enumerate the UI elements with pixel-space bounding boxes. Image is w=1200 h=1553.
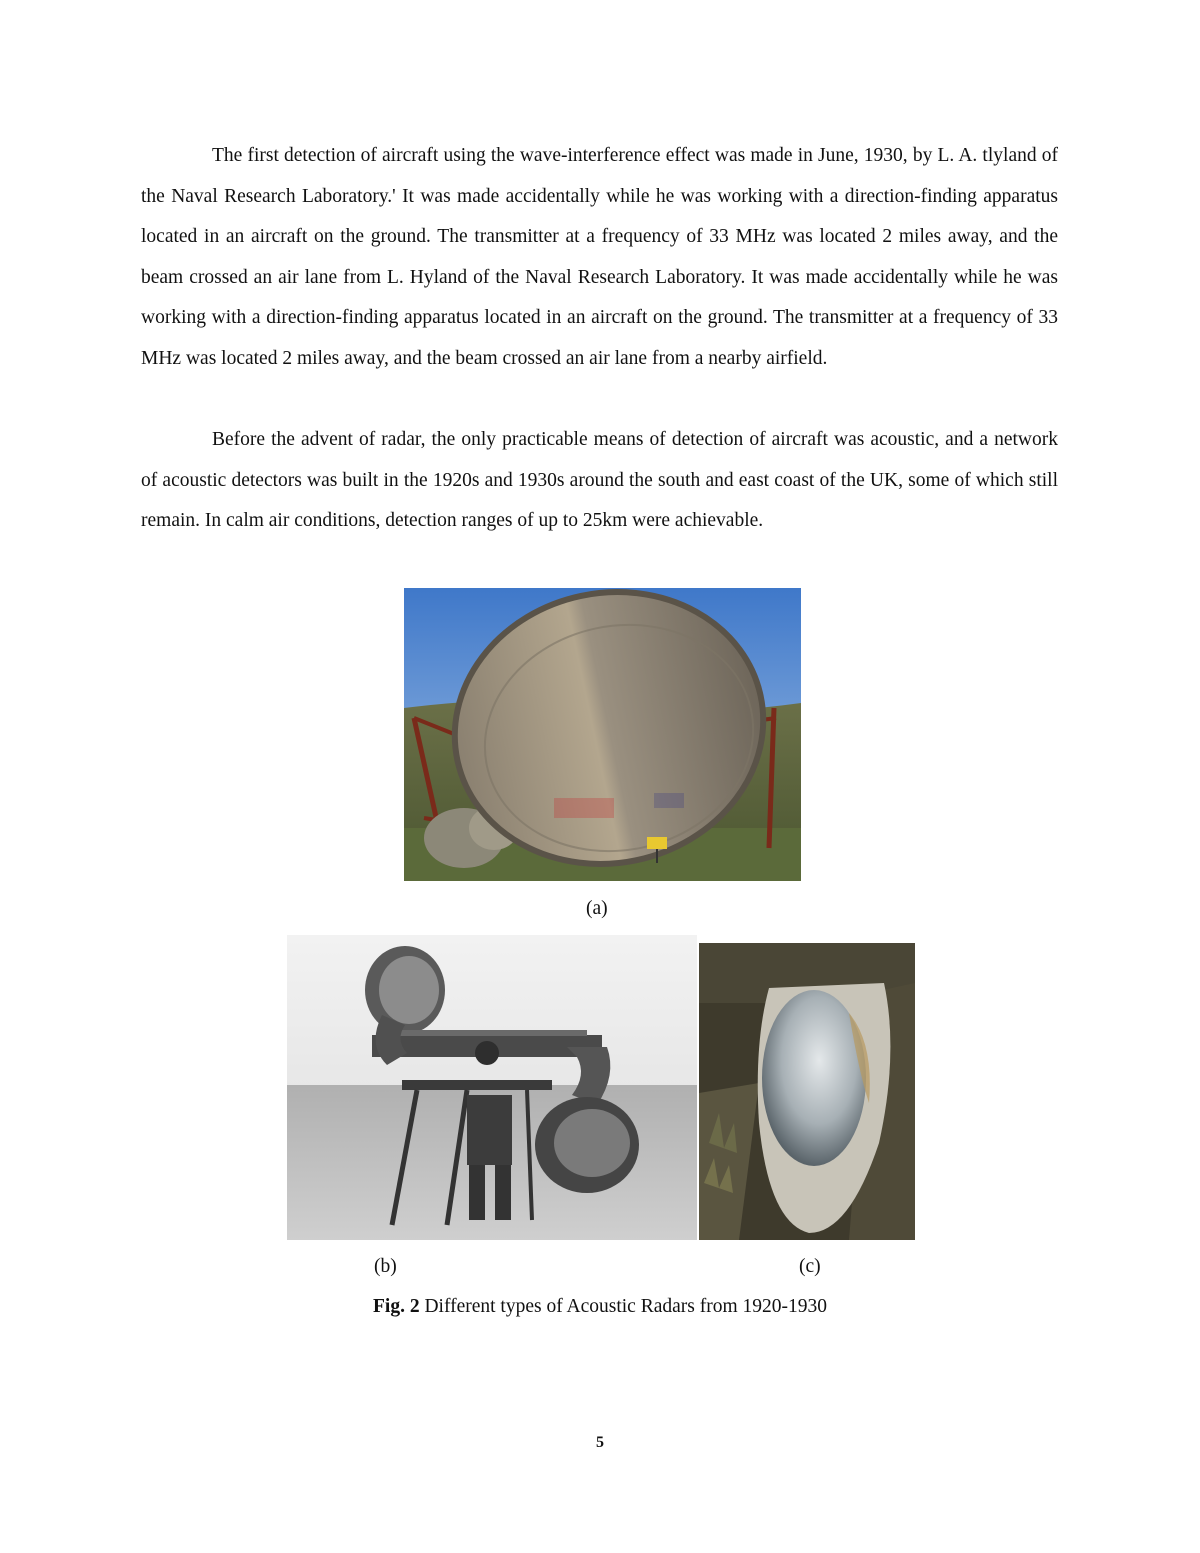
page-number: 5 xyxy=(596,1434,604,1451)
figure-caption-text: Different types of Acoustic Radars from 1920-1930 xyxy=(419,1296,828,1317)
body-paragraph: The first detection of aircraft using the wave-interference effect was made in June, 1930, by L. A. tlyland of the Naval Research Laboratory.' It was made accidentally while he was working with a direction-finding apparatus located in an aircraft on the ground. The transmitter at a frequency of 33 MHz was located 2 miles away, and the beam crossed an air lane from L. Hyland of the Naval Research Laboratory. It was made accidentally while he was working with a direction-finding apparatus located in an aircraft on the ground. The transmitter at a frequency of 33 MHz was located 2 miles away, and the beam crossed an air lane from a nearby airfield. xyxy=(141,145,1058,369)
acoustic-listening-device-photo xyxy=(287,935,697,1240)
acoustic-mirror-dish-photo xyxy=(404,588,801,881)
figure-caption xyxy=(0,1295,1200,1319)
subcaption-a: (a) xyxy=(586,898,608,919)
body-paragraph: Before the advent of radar, the only practicable means of detection of aircraft was acoustic, and a network of acoustic detectors was built in the 1920s and 1930s around the south and east coast of the UK, some of which still remain. In calm air conditions, detection ranges of up to 25km were achievable. xyxy=(141,429,1058,532)
subcaption-c: (c) xyxy=(799,1256,821,1277)
figure-label: Fig. 2 xyxy=(372,1296,420,1317)
hillside-acoustic-mirror-photo xyxy=(699,943,915,1240)
subcaption-b: (b) xyxy=(374,1256,397,1277)
